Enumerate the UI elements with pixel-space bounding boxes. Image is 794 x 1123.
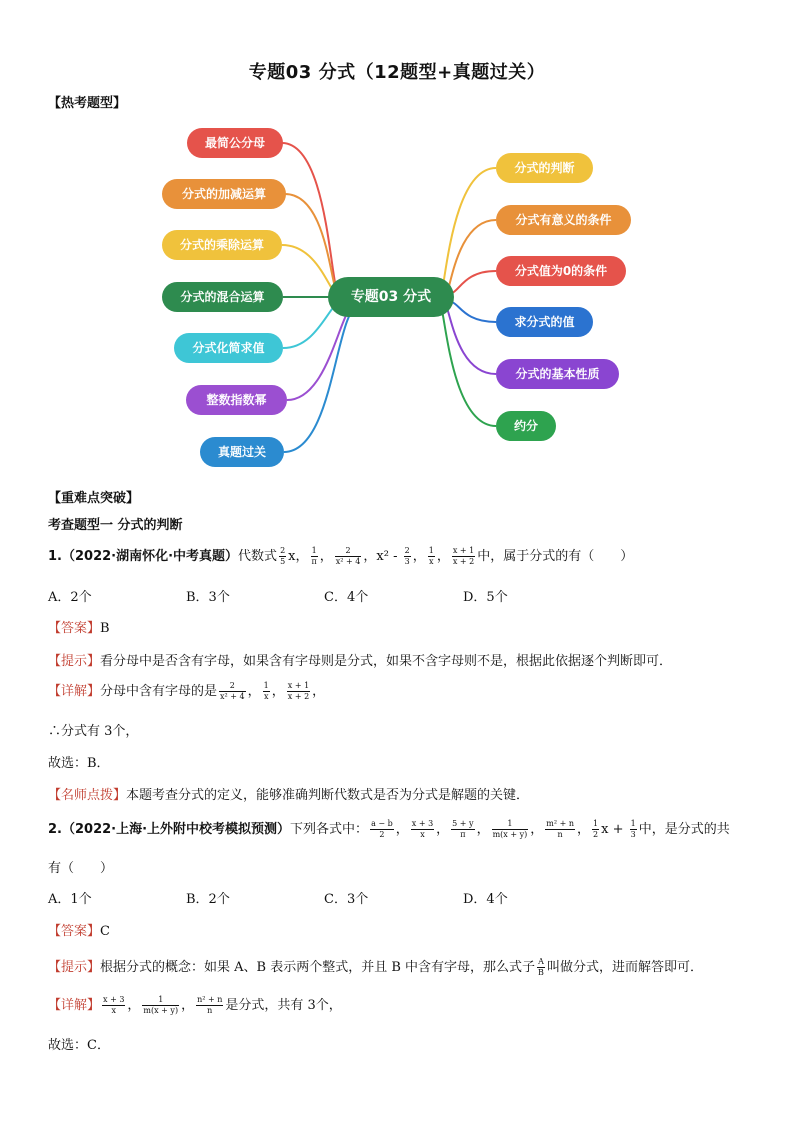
mindmap-right-5: 约分 — [496, 411, 556, 441]
q2-option-b: B．2个 — [186, 892, 230, 907]
q1-teacher-tip: 【名师点拨】本题考查分式的定义，能够准确判断代数式是否为分式是解题的关键． — [48, 788, 530, 803]
page-title: 专题03 分式（12题型+真题过关） — [248, 62, 546, 83]
fraction: $\frac{1}{\pi}$ — [311, 546, 317, 566]
mindmap-right-0: 分式的判断 — [496, 153, 593, 183]
fraction: $\frac{1}{m(x + y)}$ — [492, 819, 528, 839]
q1-stem: 1.（2022·湖南怀化·中考真题）代数式 $\frac{2}{5}$ x， $\frac{1}{\pi}$ ， $\frac{2}{\text{x² + 4}}$ ，x² - $\frac{2}{3}$ ， $\frac{1}{x}$ ， $\frac{x + 1}{x + 2}$ 中，属于分式的有（ ） — [48, 546, 634, 566]
mindmap-right-1: 分式有意义的条件 — [496, 205, 631, 235]
mindmap-left-3: 分式的混合运算 — [162, 282, 283, 312]
fraction: $\frac{x + 3}{x}$ — [411, 819, 434, 839]
fraction: $\frac{2}{5}$ — [280, 546, 286, 566]
fraction: $\frac{x + 1}{x + 2}$ — [452, 546, 475, 566]
q2-source: （2022·上海·上外附中校考模拟预测） — [61, 822, 291, 837]
q1-therefore: ∴分式有 3个， — [48, 724, 139, 739]
q2-stem: 2.（2022·上海·上外附中校考模拟预测）下列各式中： $\frac{a - b}{2}$ ， $\frac{x + 3}{x}$ ， $\frac{5 + y}{\pi}$ ， $\frac{1}{m(x + y)}$ ， $\frac{\text{m² + n}}{n}$ ， $\frac{1}{2}$ x + $\frac{1}{3}$ 中，是分式的共 — [48, 819, 730, 839]
q1-option-a: A．2个 — [48, 590, 92, 605]
hot-types-label: 【热考题型】 — [48, 96, 127, 111]
q2-hint: 【提示】根据分式的概念：如果 A、B 表示两个整式，并且 B 中含有字母，那么式子 $\frac{A}{B}$ 叫做分式，进而解答即可． — [48, 957, 703, 977]
fraction: $\frac{2}{\text{x² + 4}}$ — [220, 681, 245, 701]
mindmap-center: 专题03 分式 — [328, 277, 454, 317]
q2-option-d: D．4个 — [463, 892, 508, 907]
fraction: $\frac{x + 3}{x}$ — [103, 995, 125, 1015]
fraction: $\frac{x + 1}{x + 2}$ — [287, 681, 310, 701]
mindmap-left-6: 真题过关 — [200, 437, 284, 467]
fraction: $\frac{A}{B}$ — [538, 957, 544, 977]
fraction: $\frac{1}{x}$ — [263, 681, 269, 701]
q1-detail: 【详解】分母中含有字母的是 $\frac{2}{\text{x² + 4}}$ ， $\frac{1}{x}$ ， $\frac{x + 1}{x + 2}$ ， — [48, 681, 326, 701]
q2-answer: 【答案】C — [48, 924, 110, 939]
q2-option-a: A．1个 — [48, 892, 92, 907]
mindmap-left-1: 分式的加减运算 — [162, 179, 286, 209]
fraction: $\frac{\text{n² + n}}{n}$ — [197, 995, 223, 1015]
mindmap-left-2: 分式的乘除运算 — [162, 230, 282, 260]
q1-option-d: D．5个 — [463, 590, 508, 605]
fraction: $\frac{1}{x}$ — [428, 546, 434, 566]
fraction: $\frac{2}{\text{x² + 4}}$ — [335, 546, 361, 566]
q2-choose: 故选：C． — [48, 1038, 110, 1053]
fraction: $\frac{5 + y}{\pi}$ — [452, 819, 474, 839]
q1-option-c: C．4个 — [324, 590, 369, 605]
q1-answer: 【答案】B — [48, 621, 110, 636]
mindmap-right-3: 求分式的值 — [496, 307, 593, 337]
fraction: $\frac{2}{3}$ — [404, 546, 410, 566]
q2-option-c: C．3个 — [324, 892, 369, 907]
q1-hint: 【提示】看分母中是否含有字母，如果含有字母则是分式，如果不含字母则不是，根据此依据逐个判断即可． — [48, 654, 673, 669]
fraction: $\frac{a - b}{2}$ — [371, 819, 393, 839]
q1-source: （2022·湖南怀化·中考真题） — [61, 549, 239, 564]
q2-stem-line2: 有（ ） — [48, 861, 114, 876]
difficulty-label: 【重难点突破】 — [48, 491, 140, 506]
fraction: $\frac{1}{3}$ — [630, 819, 636, 839]
q1-choose: 故选：B． — [48, 756, 110, 771]
mindmap-left-5: 整数指数幂 — [186, 385, 287, 415]
fraction: $\frac{1}{m(x + y)}$ — [143, 995, 179, 1015]
fraction: $\frac{\text{m² + n}}{n}$ — [546, 819, 574, 839]
mindmap-left-0: 最简公分母 — [187, 128, 283, 158]
mindmap-right-2: 分式值为0的条件 — [496, 256, 626, 286]
question-type-1-label: 考查题型一 分式的判断 — [48, 518, 183, 533]
mindmap-left-4: 分式化简求值 — [174, 333, 283, 363]
mindmap-right-4: 分式的基本性质 — [496, 359, 619, 389]
q2-detail: 【详解】 $\frac{x + 3}{x}$ ， $\frac{1}{m(x + y)}$ ， $\frac{\text{n² + n}}{n}$ 是分式，共有 3个， — [48, 995, 342, 1015]
q1-option-b: B．3个 — [186, 590, 230, 605]
fraction: $\frac{1}{2}$ — [593, 819, 599, 839]
mindmap — [0, 110, 794, 480]
